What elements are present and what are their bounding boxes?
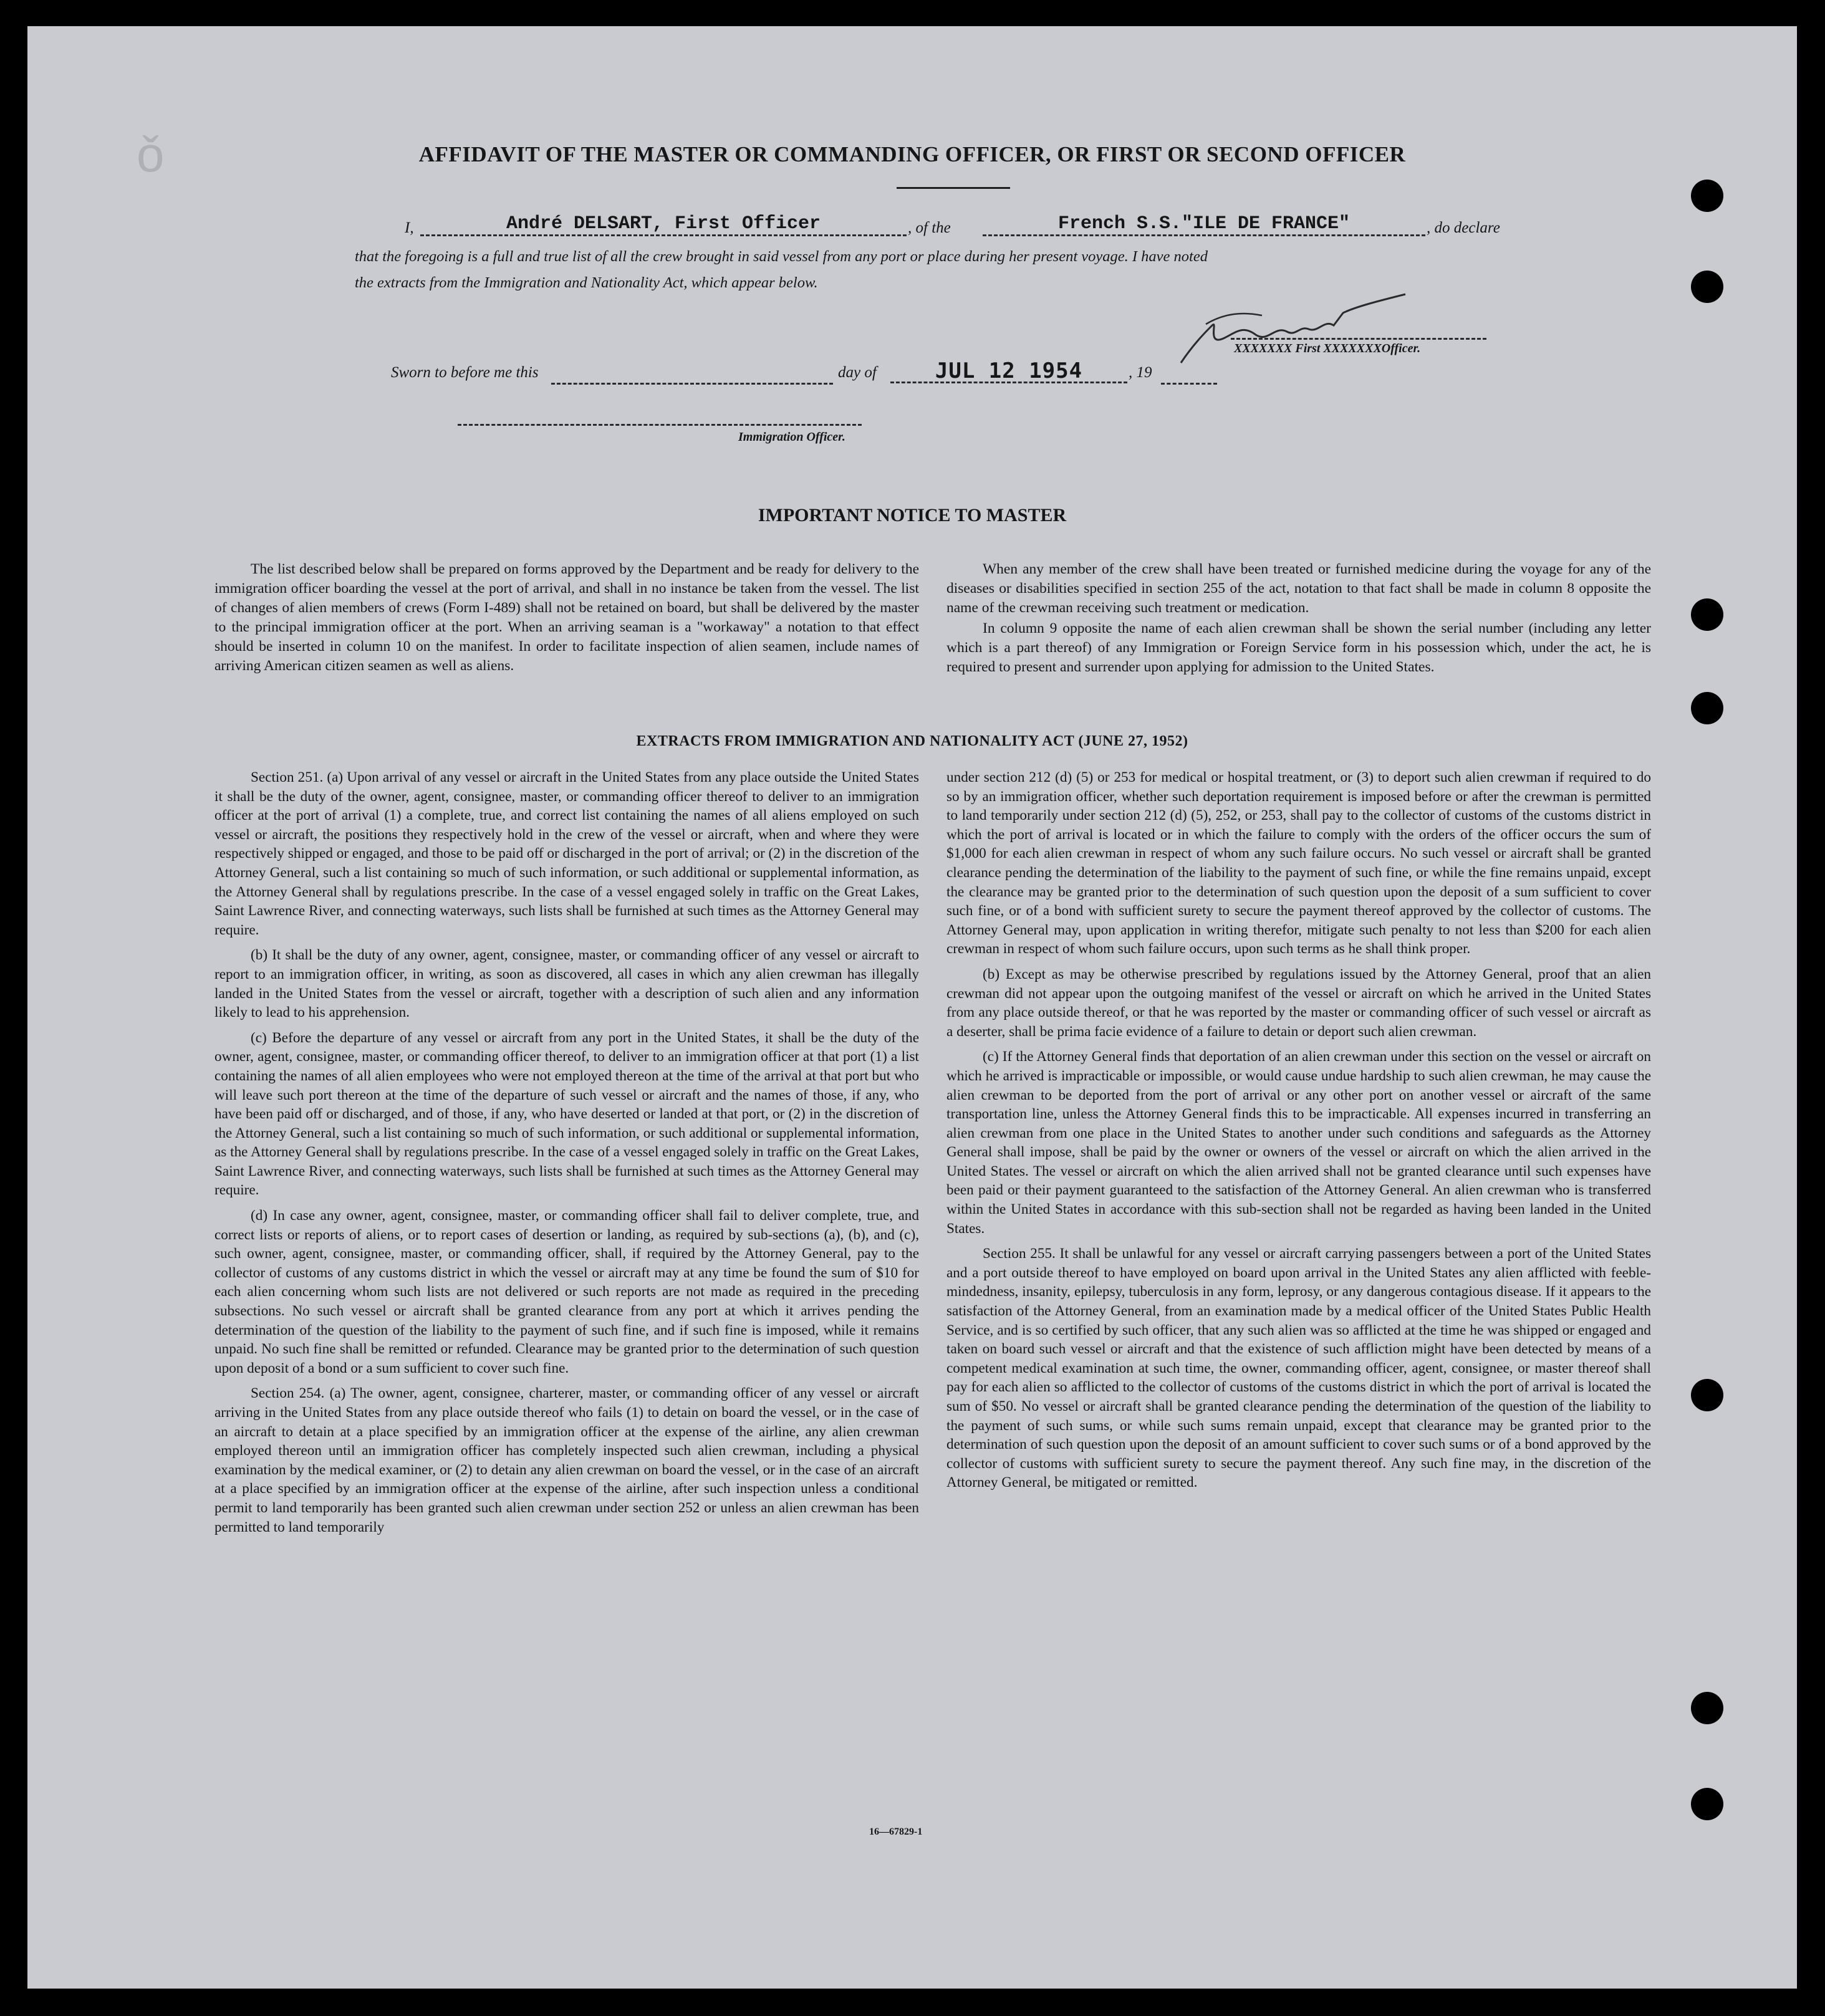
punch-hole-1 <box>1691 180 1723 212</box>
affidavit-body-line-2: the extracts from the Immigration and Nationality Act, which appear below. <box>355 274 818 291</box>
punch-hole-5 <box>1691 1379 1723 1411</box>
declarant-name-field: André DELSART, First Officer <box>420 213 907 236</box>
notice-right-paragraph-1: When any member of the crew shall have been treated or furnished medicine during the voyage for any of the diseases or disabilities specified in section 255 of the act, notation to that fact shall be made in column 8 opposite the name of the crewman receiving such treatment or medication. <box>946 561 1651 616</box>
extracts-left-column <box>214 768 919 1543</box>
sworn-day-field <box>551 368 833 385</box>
punch-hole-6 <box>1691 1692 1723 1724</box>
officer-signature <box>1168 288 1430 375</box>
sworn-label: Sworn to before me this <box>391 364 539 381</box>
punch-hole-4 <box>1691 692 1723 724</box>
section-251-a: Section 251. (a) Upon arrival of any vessel or aircraft in the United States from any place outside the United States it shall be the duty of the owner, agent, consignee, master, or commanding officer thereof to deliver to an immigration officer at the port of arrival (1) a complete, true, and correct list containing the names of all aliens employed on such vessel or aircraft, the positions they respectively hold in the crew of the vessel or aircraft, when and where they were respectively shipped or engaged, and those to be paid off or discharged in the port of arrival; or (2) in the discretion of the Attorney General, such a list containing so much of such information, or such additional or supplemental information, as the Attorney General shall by regulations prescribe. In the case of a vessel engaged solely in traffic on the Great Lakes, Saint Lawrence River, and connecting waterways, such lists shall be furnished at such times as the Attorney General may require. <box>214 769 919 938</box>
year-field <box>1161 368 1217 385</box>
section-251-b: (b) It shall be the duty of any owner, agent, consignee, master, or commanding officer of any vessel or aircraft to report to an immigration officer, in writing, as soon as discovered, all cases in which any alien crewman has illegally landed in the United States from the vessel or aircraft, together with a description of such alien and any information likely to lead to his apprehension. <box>214 947 919 1021</box>
signature-title: XXXXXXX First XXXXXXXOfficer. <box>1234 342 1421 355</box>
year-label: , 19 <box>1129 364 1152 381</box>
section-254-b: (b) Except as may be otherwise prescribed by regulations issued by the Attorney General, proof that an alien crewman did not appear upon the outgoing manifest of the vessel or aircraft on which he arrived in the United States from any place outside thereof, or that he was reported by the master or commanding officer of such vessel or aircraft as a deserter, shall be prima facie evidence of a failure to detain or deport such alien crewman. <box>946 966 1651 1040</box>
punch-hole-3 <box>1691 598 1723 631</box>
signature-line <box>1231 338 1486 340</box>
section-254-a-continued: under section 212 (d) (5) or 253 for medical or hospital treatment, or (3) to deport such alien crewman if required to do so by an immigration officer, whether such deportation requirement is imposed before or after the crewman is permitted to land temporarily under section 212 (d) (5), 252, or 253, shall pay to the collector of customs of the customs district in which the port of arrival is located or in which the failure to comply with the orders of the officer occurs the sum of $1,000 for each alien crewman in respect of whom any such failure occurs. No such vessel or aircraft shall be granted clearance pending the determination of the liability to the payment of such fine, or while the fine remains unpaid, except the clearance may be granted prior to the determination of such question upon the deposit of a sum sufficient to cover such fine, or of a bond with sufficient surety to secure the payment thereof approved by the collector of customs. The Attorney General may, upon application in writing therefor, mitigate such penalty to not less than $200 for each alien crewman in respect of whom such failure occurs, upon such terms as he shall think proper. <box>946 769 1651 958</box>
affidavit-title: AFFIDAVIT OF THE MASTER OR COMMANDING OFFICER, OR FIRST OR SECOND OFFICER <box>418 142 1406 166</box>
section-255: Section 255. It shall be unlawful for any vessel or aircraft carrying passengers between a port of the United States and a port outside thereof to have employed on board upon arrival in the United States any alien afflicted with feeble-mindedness, insanity, epilepsy, tuberculosis in any form, leprosy, or any dangerous contagious disease. If it appears to the satisfaction of the Attorney General, from an examination made by a medical officer of the United States Public Health Service, and is so certified by such officer, that any such alien was so afflicted at the time he was shipped or engaged and taken on board such vessel or aircraft and that the existence of such affliction might have been detected by means of a competent medical examination at such time, the owner, commanding officer, agent, consignee, or master thereof shall pay for each alien so afflicted to the collector of customs of the customs district in which the port of arrival is located the sum of $50. No vessel or aircraft shall be granted clearance pending the determination of the question of the liability to the payment of such sums, or while such sums remain unpaid, except that clearance may be granted prior to the determination of such question upon the deposit of an amount sufficient to cover such sums or of a bond approved by the collector of customs with sufficient surety to secure the payment thereof. Any such fine may, in the discretion of the Attorney General, be mitigated or remitted. <box>946 1246 1651 1491</box>
notice-right-column <box>946 560 1651 683</box>
form-number: 16—67829-1 <box>869 1826 923 1837</box>
day-of-label: day of <box>838 364 877 381</box>
section-254-a: Section 254. (a) The owner, agent, consignee, charterer, master, or commanding officer of any vessel or aircraft arriving in the United States from any place outside thereof who fails (1) to detain on board the vessel, or in the case of an aircraft to detain at a place specified by an immigration officer at the expense of the airline, any alien crewman employed thereon until an immigration officer has completely inspected such alien crewman, including a physical examination by the medical examiner, or (2) to detain any alien crewman on board the vessel, or in the case of an aircraft at a place specified by an immigration officer at the expense of the airline, after such inspection unless a conditional permit to land temporarily has been granted such alien crewman under section 252 or unless an alien crewman has been permitted to land temporarily <box>214 1385 919 1535</box>
notice-left-paragraph: The list described below shall be prepared on forms approved by the Department and be ready for delivery to the immigration officer boarding the vessel at the port of arrival, and shall in no instance be taken from the vessel. The list of changes of alien members of crews (Form I-489) shall not be retained on board, but shall be delivered by the master to the principal immigration officer at the port. When an arriving seaman is a "workaway" a notation to that effect should be inserted in column 10 on the manifest. In order to facilitate inspection of alien seamen, include names of arriving American citizen seamen as well as aliens. <box>214 561 919 674</box>
date-stamp-field: JUL 12 1954 <box>890 360 1127 383</box>
pencil-mark: ǒ <box>137 127 165 182</box>
vessel-name-field: French S.S."ILE DE FRANCE" <box>983 213 1425 236</box>
section-254-c: (c) If the Attorney General finds that deportation of an alien crewman under this section on the vessel or aircraft on which he arrived is impracticable or impossible, or would cause undue hardship to such alien crewman, he may cause the alien crewman to be deported from the port of arrival or any other port on another vessel or aircraft of the same transportation line, unless the Attorney General finds this to be impracticable. All expenses incurred in transferring an alien crewman from one place in the United States to another under such conditions and safeguards as the Attorney General shall impose, shall be paid by the owner or owners of the vessel or aircraft on which the alien arrived in the United States. The vessel or aircraft on which the alien arrived shall not be granted clearance until such expenses have been paid or their payment guaranteed to the satisfaction of the Attorney General. An alien crewman who is transferred within the United States in accordance with this sub-section shall not be regarded as having been landed in the United States. <box>946 1049 1651 1237</box>
punch-hole-2 <box>1691 271 1723 303</box>
section-251-c: (c) Before the departure of any vessel or aircraft from any port in the United States, it shall be the duty of the owner, agent, consignee, master, or commanding officer thereof, to deliver to an immigration officer at that port (1) a list containing the names of all alien employees who were not employed thereon at the time of the arrival at that port but who will leave such port thereon at the time of the departure of such vessel or aircraft and the names of those, if any, who have been paid off or discharged, and of those, if any, who have deserted or landed at that port, or (2) in the discretion of the Attorney General, such a list containing so much of such information, or such additional or supplemental information, as the Attorney General shall by regulations prescribe. In the case of a vessel engaged solely in traffic on the Great Lakes, Saint Lawrence River, and connecting waterways, such lists shall be furnished at such times as the Attorney General may require. <box>214 1029 919 1199</box>
title-underline <box>897 187 1010 189</box>
declare-label: , do declare <box>1427 219 1500 236</box>
i-label: I, <box>405 219 414 236</box>
immigration-officer-label: Immigration Officer. <box>738 430 845 444</box>
notice-left-column <box>214 560 919 682</box>
document-page <box>27 26 1797 1989</box>
section-251-d: (d) In case any owner, agent, consignee, master, or commanding officer shall fail to deliver complete, true, and correct lists or reports of aliens, or to report cases of desertion or landing, as required by sub-sections (a), (b), and (c), such owner, agent, consignee, master, or commanding officer, shall, if required by the Attorney General, pay to the collector of customs of any customs district in which the vessel or aircraft may at any time be found the sum of $10 for each alien concerning whom such lists are not delivered or such reports are not made as required in the preceding subsections. No such vessel or aircraft shall be granted clearance from any port at which it arrives pending the determination of the question of the liability to the payment of such fine, and if such fine is imposed, while it remains unpaid. No such fine shall be remitted or refunded. Clearance may be granted prior to the determination of such question upon deposit of a bond or a sum sufficient to cover such fine. <box>214 1207 919 1376</box>
extracts-title: EXTRACTS FROM IMMIGRATION AND NATIONALITY ACT (JUNE 27, 1952) <box>636 733 1188 749</box>
affidavit-body-line-1: that the foregoing is a full and true list of all the crew brought in said vessel from any port or place during her present voyage. I have noted <box>355 248 1208 265</box>
punch-hole-7 <box>1691 1788 1723 1820</box>
notice-right-paragraph-2: In column 9 opposite the name of each alien crewman shall be shown the serial number (including any letter which is a part thereof) of any Immigration or Foreign Service form in his possession which, under the act, he is required to present and surrender upon applying for admission to the United States. <box>946 620 1651 675</box>
of-the-label: , of the <box>908 219 951 236</box>
immigration-officer-signature-line <box>458 409 862 426</box>
notice-title: IMPORTANT NOTICE TO MASTER <box>758 505 1067 526</box>
extracts-right-column <box>946 768 1651 1499</box>
